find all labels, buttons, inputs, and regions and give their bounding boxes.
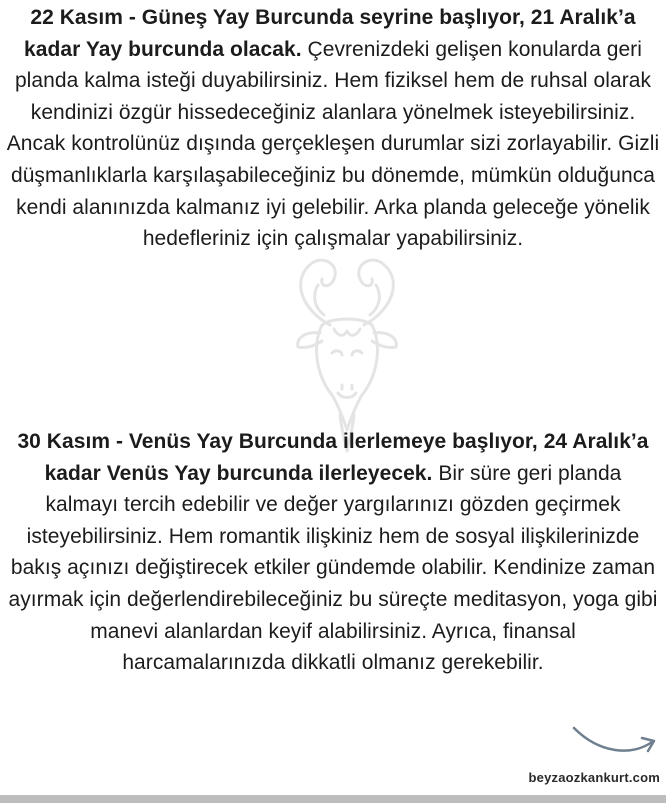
section-body: Bir süre geri planda kalmayı tercih edebilir ve değer yargılarınızı gözden geçirmek isteyebilirsiniz. Hem romantik ilişkiniz hem de sosyal ilişkilerinizde bakış açınızı değiştirecek etkiler gündemde olabilir. Kendinize zaman ayırmak için değerlendirebileceğiniz bu süreçte meditasyon, yoga gibi manevi alanlardan keyif alabilirsiniz. Ayrıca, finansal harcamalarınızda dikkatli olmanız gerekebilir. bbox=[8, 461, 658, 675]
bottom-divider bbox=[0, 795, 666, 803]
section-heading: 30 Kasım - Venüs Yay Burcunda ilerlemeye başlıyor, 24 Aralık’a kadar Venüs Yay burcunda ilerleyecek. bbox=[17, 430, 649, 485]
capricorn-goat-icon bbox=[272, 255, 422, 455]
curved-arrow-icon bbox=[570, 720, 662, 760]
section-sun-sagittarius bbox=[6, 2, 660, 255]
source-credit: beyzaozkankurt.com bbox=[528, 770, 660, 785]
section-venus-sagittarius bbox=[6, 426, 660, 679]
section-heading: 22 Kasım - Güneş Yay Burcunda seyrine başlıyor, 21 Aralık’a kadar Yay burcunda olacak. bbox=[24, 6, 636, 61]
section-body: Çevrenizdeki gelişen konularda geri planda kalma isteği duyabilirsiniz. Hem fiziksel hem de ruhsal olarak kendinizi özgür hissedeceğiniz alanlara yönelmek isteyebilirsiniz. Ancak kontrolünüz dışında gerçekleşen durumlar sizi zorlayabilir. Gizli düşmanlıklarla karşılaşabileceğiniz bu dönemde, mümkün olduğunca kendi alanınızda kalmanız iyi gelebilir. Arka planda geleceğe yönelik hedefleriniz için çalışmalar yapabilirsiniz. bbox=[6, 37, 660, 251]
